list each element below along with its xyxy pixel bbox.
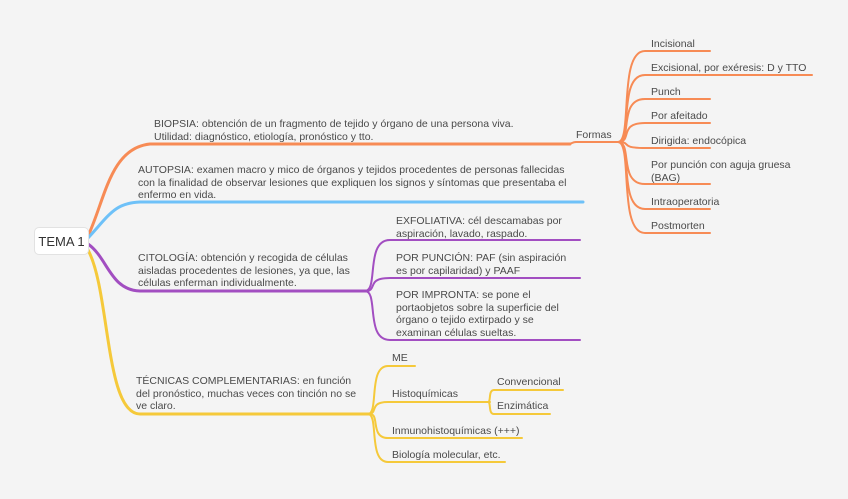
- histo-convencional[interactable]: Convencional: [497, 376, 561, 388]
- tecnica-me[interactable]: ME: [392, 352, 408, 364]
- forma-item[interactable]: Intraoperatoria: [651, 196, 720, 208]
- tecnica-histoquimicas[interactable]: Histoquímicas: [392, 388, 458, 400]
- forma-item[interactable]: Dirigida: endocópica: [651, 135, 747, 147]
- forma-item[interactable]: Excisional, por exéresis: D y TTO: [651, 62, 807, 74]
- tecnicas-text[interactable]: TÉCNICAS COMPLEMENTARIAS: en función del pronóstico, muchas veces con tinción no se ve claro.: [136, 375, 357, 412]
- formas-connector: [568, 142, 576, 144]
- forma-item[interactable]: Punch: [651, 86, 681, 98]
- formas-label[interactable]: Formas: [576, 129, 612, 141]
- forma-item[interactable]: Incisional: [651, 38, 695, 50]
- autopsia-text[interactable]: AUTOPSIA: examen macro y mico de órganos y tejidos procedentes de personas fallecidas con la finalidad de observar lesiones que expliquen los signos y síntomas que presentaba el enfermo en vida.: [138, 164, 567, 201]
- citologia-child[interactable]: POR IMPRONTA: se pone el portaobjetos sobre la superficie del órgano o tejido extirpado y se examinan células sueltas.: [396, 289, 559, 339]
- tecnica-inmuno[interactable]: Inmunohistoquímicas (+++): [392, 425, 520, 437]
- biopsia-text[interactable]: BIOPSIA: obtención de un fragmento de tejido y órgano de una persona viva. Utilidad: diagnóstico, etiología, pronóstico y tto.: [154, 118, 514, 143]
- root-node[interactable]: TEMA 1: [35, 228, 88, 254]
- histo-connector: [368, 402, 490, 414]
- citologia-text[interactable]: CITOLOGÍA: obtención y recogida de células aisladas procedentes de lesiones, ya que, las células enferman individualmente.: [138, 252, 350, 289]
- histo-enzimatica[interactable]: Enzimática: [497, 400, 549, 412]
- forma-item[interactable]: Postmorten: [651, 220, 705, 232]
- citologia-child[interactable]: EXFOLIATIVA: cél descamabas por aspiración, lavado, raspado.: [396, 215, 562, 240]
- tecnica-biologia[interactable]: Biología molecular, etc.: [392, 449, 501, 461]
- forma-connector: [618, 75, 812, 142]
- forma-item[interactable]: Por punción con aguja gruesa (BAG): [651, 159, 791, 184]
- citologia-child[interactable]: POR PUNCIÓN: PAF (sin aspiración es por capilaridad) y PAAF: [396, 252, 567, 277]
- forma-item[interactable]: Por afeitado: [651, 110, 708, 122]
